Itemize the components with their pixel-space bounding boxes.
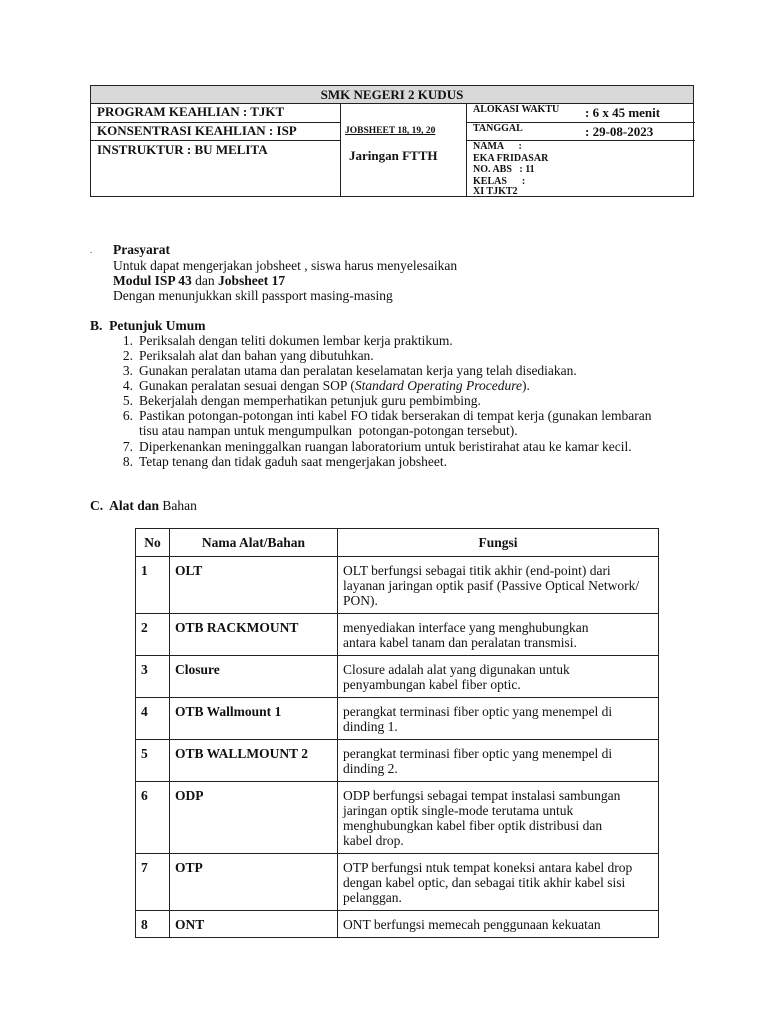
jobsheet-number: JOBSHEET 18, 19, 20 xyxy=(345,126,436,136)
table-row xyxy=(136,698,659,740)
petunjuk-title: B. Petunjuk Umum xyxy=(90,318,206,333)
prasyarat-text: Untuk dapat mengerjakan jobsheet , siswa harus menyelesaikan xyxy=(113,258,458,273)
table-row xyxy=(136,911,659,938)
program-keahlian: PROGRAM KEAHLIAN : TJKT xyxy=(97,104,285,119)
tanggal-label: TANGGAL xyxy=(473,123,523,134)
prasyarat-requirement xyxy=(113,273,285,288)
jobsheet-name: Jobsheet 17 xyxy=(218,273,286,288)
list-item: 1. Periksalah dengan teliti dokumen lembar kerja praktikum. xyxy=(122,333,453,348)
table-row xyxy=(136,614,659,656)
tool-function: perangkat terminasi fiber optic yang menempel di dinding 1. xyxy=(338,698,659,740)
table-row xyxy=(136,557,659,614)
tool-function: ODP berfungsi sebagai tempat instalasi sambungan jaringan optik single-mode terutama untuk menghubungkan kabel fiber optik distribusi dan kabel drop. xyxy=(338,782,659,854)
row-number: 8 xyxy=(136,911,170,938)
alokasi-waktu-value: : 6 x 45 menit xyxy=(585,105,661,120)
kelas-value: XI TJKT2 xyxy=(473,186,518,197)
column-header: Fungsi xyxy=(338,529,659,557)
prasyarat-title: Prasyarat xyxy=(113,242,170,257)
tool-function: perangkat terminasi fiber optic yang menempel di dinding 2. xyxy=(338,740,659,782)
modul-name: Modul ISP 43 xyxy=(113,273,192,288)
tool-name: OTB WALLMOUNT 2 xyxy=(170,740,338,782)
row-number: 7 xyxy=(136,854,170,911)
table-header-row xyxy=(136,529,659,557)
list-item: 5. Bekerjalah dengan memperhatikan petunjuk guru pembimbing. xyxy=(122,393,481,408)
school-name: SMK NEGERI 2 KUDUS xyxy=(91,86,693,104)
alokasi-waktu-label: ALOKASI WAKTU xyxy=(473,104,560,115)
row-number: 6 xyxy=(136,782,170,854)
tool-name: OTB Wallmount 1 xyxy=(170,698,338,740)
section-marker: . xyxy=(90,245,93,255)
tool-name: OLT xyxy=(170,557,338,614)
tool-name: OTB RACKMOUNT xyxy=(170,614,338,656)
column-header: Nama Alat/Bahan xyxy=(170,529,338,557)
tool-function: OTP berfungsi ntuk tempat koneksi antara kabel drop dengan kabel optic, dan sebagai titik akhir kabel sisi pelanggan. xyxy=(338,854,659,911)
list-item-continuation: tisu atau nampan untuk mengumpulkan potongan-potongan tersebut). xyxy=(139,423,518,438)
column-header: No xyxy=(136,529,170,557)
row-number: 2 xyxy=(136,614,170,656)
table-row xyxy=(136,656,659,698)
list-item: 4. Gunakan peralatan sesuai dengan SOP (Standard Operating Procedure). xyxy=(122,378,530,393)
row-number: 1 xyxy=(136,557,170,614)
tool-function: menyediakan interface yang menghubungkan antara kabel tanam dan peralatan transmisi. xyxy=(338,614,659,656)
table-row xyxy=(136,740,659,782)
jobsheet-topic: Jaringan FTTH xyxy=(349,148,438,163)
row-number: 4 xyxy=(136,698,170,740)
row-number: 3 xyxy=(136,656,170,698)
header-table xyxy=(90,85,694,197)
tool-function: OLT berfungsi sebagai titik akhir (end-point) dari layanan jaringan optik pasif (Passive Optical Network/ PON). xyxy=(338,557,659,614)
tool-name: Closure xyxy=(170,656,338,698)
list-item: 2. Periksalah alat dan bahan yang dibutuhkan. xyxy=(122,348,374,363)
tool-name: OTP xyxy=(170,854,338,911)
conjunction: dan xyxy=(191,273,219,288)
no-abs: NO. ABS : 11 xyxy=(473,164,535,175)
tool-name: ONT xyxy=(170,911,338,938)
kelas-label: KELAS : xyxy=(473,175,526,187)
divider xyxy=(340,103,341,196)
prasyarat-skill: Dengan menunjukkan skill passport masing-masing xyxy=(113,288,393,303)
table-row xyxy=(136,854,659,911)
list-item: 3. Gunakan peralatan utama dan peralatan keselamatan kerja yang telah disediakan. xyxy=(122,363,577,378)
list-item: 6. Pastikan potongan-potongan inti kabel FO tidak berserakan di tempat kerja (gunakan lembaran xyxy=(122,408,652,423)
alat-bahan-table xyxy=(135,528,659,938)
alat-title: C. Alat dan Bahan xyxy=(90,498,197,513)
row-number: 5 xyxy=(136,740,170,782)
tool-name: ODP xyxy=(170,782,338,854)
tanggal-value: : 29-08-2023 xyxy=(585,124,654,139)
nama-value: EKA FRIDASAR xyxy=(473,152,549,164)
list-item: 7. Diperkenankan meninggalkan ruangan laboratorium untuk beristirahat atau ke kamar kecil. xyxy=(122,439,632,454)
divider xyxy=(466,103,467,196)
list-item: 8. Tetap tenang dan tidak gaduh saat mengerjakan jobsheet. xyxy=(122,454,447,469)
konsentrasi-keahlian: KONSENTRASI KEAHLIAN : ISP xyxy=(97,123,297,138)
tool-function: ONT berfungsi memecah penggunaan kekuatan xyxy=(338,911,659,938)
nama-label: NAMA : xyxy=(473,141,522,152)
instruktur: INSTRUKTUR : BU MELITA xyxy=(97,142,268,157)
tool-function: Closure adalah alat yang digunakan untuk penyambungan kabel fiber optic. xyxy=(338,656,659,698)
table-row xyxy=(136,782,659,854)
